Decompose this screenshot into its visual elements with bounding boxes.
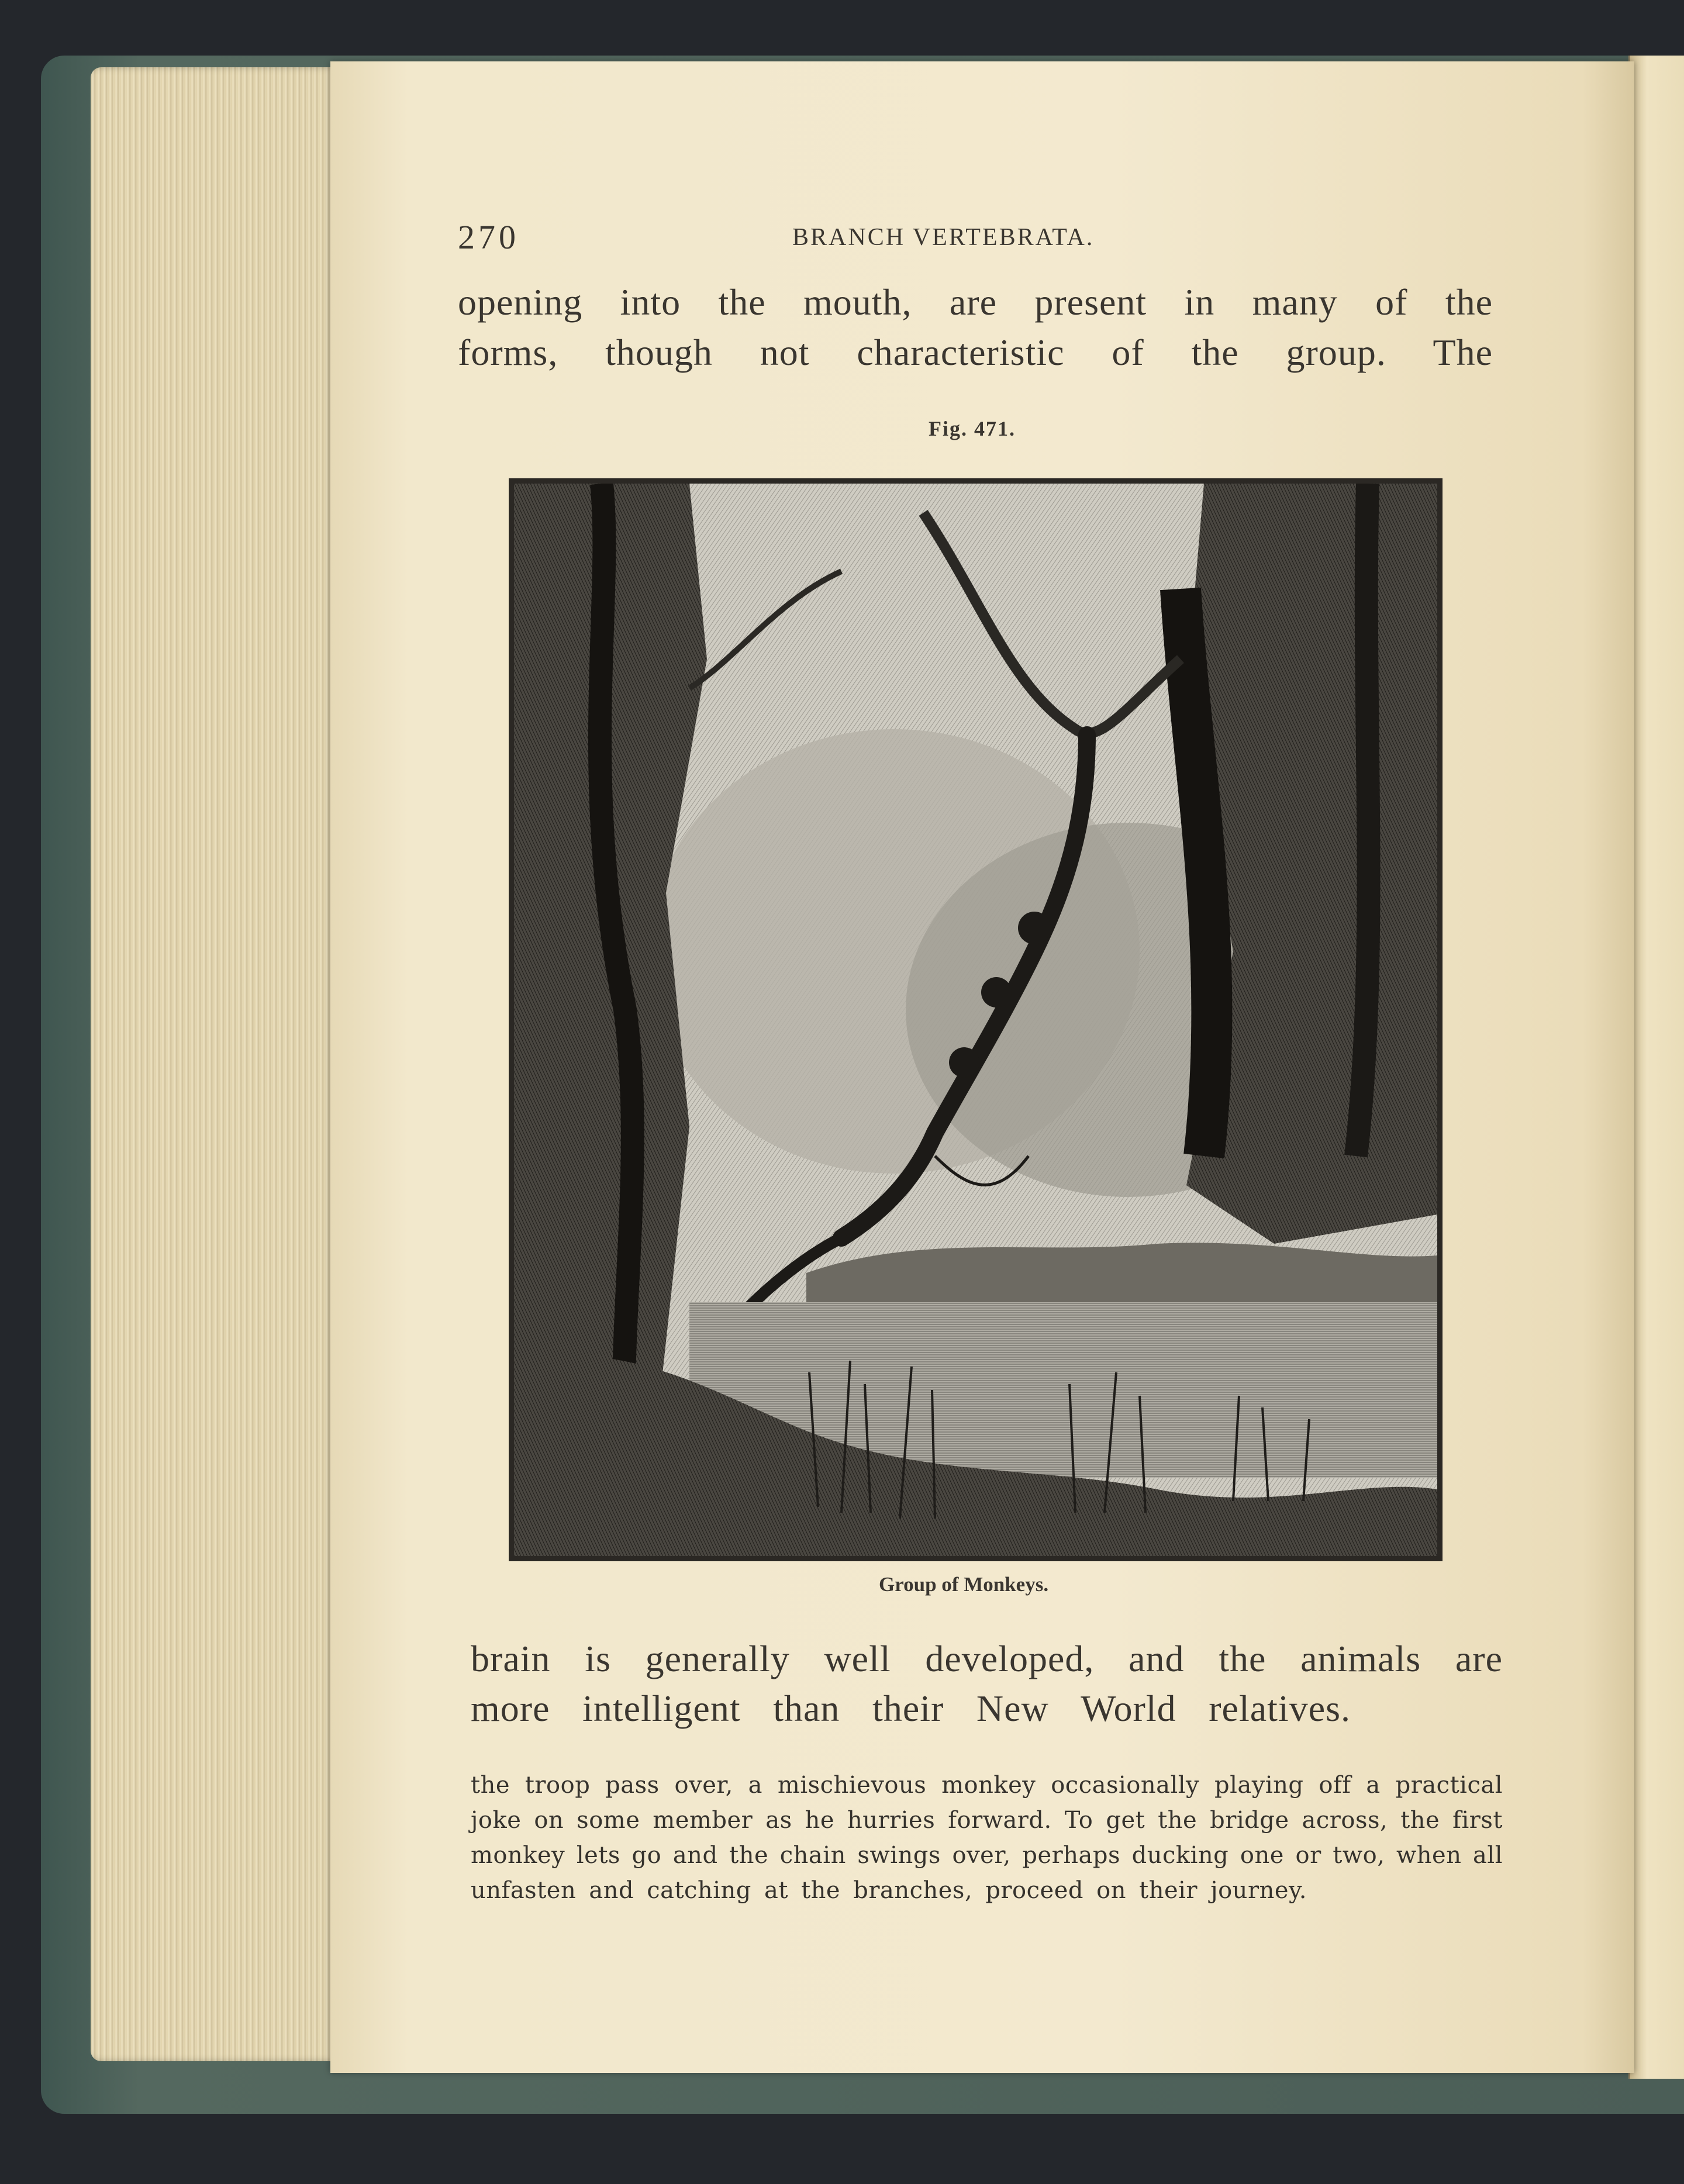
figure-label: Fig. 471. xyxy=(929,417,1016,440)
engraving-drawing xyxy=(514,484,1437,1556)
small-text-line: the troop pass over, a mischievous monkey occasionally playing off a practical xyxy=(471,1772,1503,1799)
body-text-line: forms, though not characteristic of the group. The xyxy=(458,332,1493,373)
small-text-line: monkey lets go and the chain swings over, perhaps ducking one or two, when all xyxy=(471,1842,1503,1869)
page-number: 270 xyxy=(458,218,519,256)
small-text-line: unfasten and catching at the branches, proceed on their journey. xyxy=(471,1877,1307,1904)
facing-page-edge xyxy=(1628,56,1684,2079)
body-text-line: more intelligent than their New World relatives. xyxy=(471,1688,1351,1729)
figure-caption: Group of Monkeys. xyxy=(879,1573,1049,1596)
monkeys-engraving-illustration xyxy=(509,478,1443,1561)
body-text-line: brain is generally well developed, and the animals are xyxy=(471,1638,1503,1679)
running-title: BRANCH VERTEBRATA. xyxy=(792,224,1095,251)
body-text-line: opening into the mouth, are present in many of the xyxy=(458,281,1493,323)
small-text-line: joke on some member as he hurries forward. To get the bridge across, the first xyxy=(471,1807,1503,1834)
page-block-edge xyxy=(91,67,336,2061)
